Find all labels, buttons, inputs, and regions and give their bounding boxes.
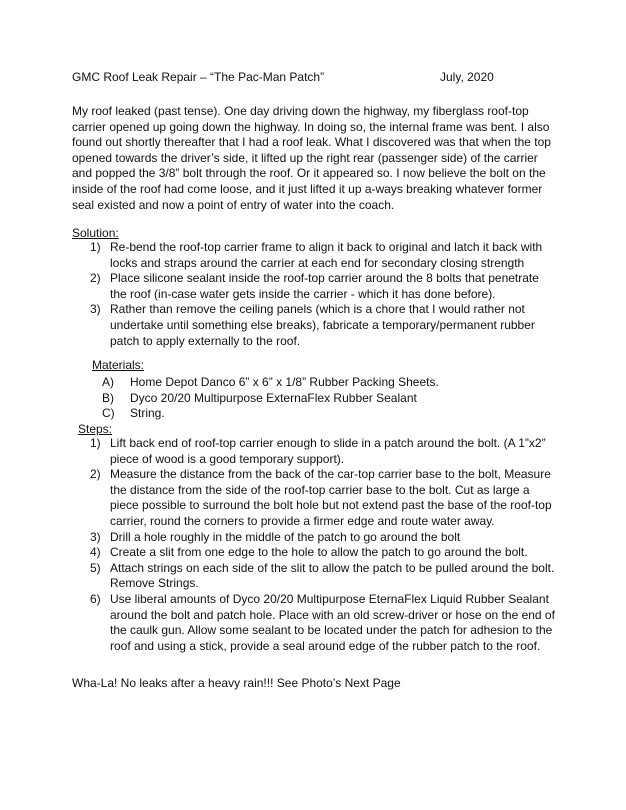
list-letter: A) bbox=[102, 375, 114, 389]
list-letter: B) bbox=[102, 390, 114, 405]
list-text: Drill a hole roughly in the middle of the patch to go around the bolt bbox=[110, 529, 461, 544]
list-item bbox=[72, 561, 558, 592]
list-item bbox=[92, 406, 552, 422]
list-text: Rather than remove the ceiling panels (which is a chore that I would rather not undertake until something else breaks), fabricate a temporary/permanent rubber patch to apply externally to the roof. bbox=[110, 302, 535, 348]
list-text: String. bbox=[130, 406, 165, 421]
list-item bbox=[92, 375, 552, 391]
list-text: Attach strings on each side of the slit to allow the patch to be pulled around the bolt. Remove Strings. bbox=[110, 560, 555, 591]
list-text: Create a slit from one edge to the hole to allow the patch to go around the bolt. bbox=[110, 545, 528, 560]
list-item bbox=[72, 592, 558, 654]
list-number: 5) bbox=[90, 560, 101, 575]
materials-list bbox=[92, 375, 552, 422]
list-item bbox=[72, 530, 558, 546]
list-number: 1) bbox=[90, 240, 101, 254]
list-item bbox=[72, 436, 558, 467]
list-item bbox=[72, 240, 552, 271]
list-letter: C) bbox=[102, 406, 115, 421]
list-item bbox=[72, 467, 558, 529]
list-text: Lift back end of roof-top carrier enough to slide in a patch around the bolt. (A 1”x2” piece of wood is a good temporary support). bbox=[110, 436, 546, 466]
list-text: Home Depot Danco 6” x 6” x 1/8” Rubber Packing Sheets. bbox=[130, 375, 439, 389]
list-number: 4) bbox=[90, 545, 101, 560]
list-text: Use liberal amounts of Dyco 20/20 Multipurpose EternaFlex Liquid Rubber Sealant around the bolt and patch hole. Place with an old screw-driver or hose on the end of the caulk gun. Allow some sealant to be located under the patch for adhesion to the roof and using a stick, provide a seal around edge of the rubber patch to the roof. bbox=[110, 591, 555, 653]
list-text: Measure the distance from the back of the car-top carrier base to the bolt, Measure the distance from the side of the roof-top carrier base to the bolt. Cut as large a piece possible to surround the bolt hole but not extend past the base of the roof-top carrier, round the corners to provide a firmer edge and route water away. bbox=[110, 467, 552, 528]
document-title: GMC Roof Leak Repair – “The Pac-Man Patch” bbox=[72, 70, 325, 84]
list-text: Place silicone sealant inside the roof-top carrier around the 8 bolts that penetrate the roof (in-case water gets inside the carrier - which it has done before). bbox=[110, 271, 539, 301]
list-text: Dyco 20/20 Multipurpose ExternaFlex Rubber Sealant bbox=[130, 390, 417, 405]
steps-list bbox=[72, 436, 558, 654]
list-item bbox=[92, 391, 552, 407]
solution-list bbox=[72, 240, 552, 349]
list-item bbox=[72, 545, 558, 561]
closing-line: Wha-La! No leaks after a heavy rain!!! See Photo’s Next Page bbox=[72, 676, 401, 690]
list-item bbox=[72, 271, 552, 302]
document-date: July, 2020 bbox=[440, 70, 494, 84]
list-text: Re-bend the roof-top carrier frame to align it back to original and latch it back with locks and straps around the carrier at each end for secondary closing strength bbox=[110, 240, 543, 270]
list-number: 2) bbox=[90, 271, 101, 286]
steps-heading: Steps: bbox=[78, 422, 113, 436]
list-item bbox=[72, 302, 552, 349]
materials-heading: Materials: bbox=[92, 358, 145, 372]
document-header bbox=[72, 70, 552, 86]
list-number: 2) bbox=[90, 467, 101, 482]
list-number: 6) bbox=[90, 591, 101, 606]
solution-heading: Solution: bbox=[72, 226, 119, 240]
list-number: 3) bbox=[90, 529, 101, 544]
list-number: 3) bbox=[90, 302, 101, 317]
list-number: 1) bbox=[90, 436, 101, 450]
intro-paragraph: My roof leaked (past tense). One day driving down the highway, my fiberglass roof-top carrier opened up going down the highway. In doing so, the internal frame was bent. I also found out shortly thereafter that I had a roof leak. What I discovered was that when the top opened towards the driver’s side, it lifted up the right rear (passenger side) of the carrier and popped the 3/8” bolt through the roof. Or it appeared so. I now believe the bolt on the inside of the roof had come loose, and it just lifted it up a-ways breaking whatever former seal existed and now a point of entry of water into the coach. bbox=[72, 104, 551, 212]
